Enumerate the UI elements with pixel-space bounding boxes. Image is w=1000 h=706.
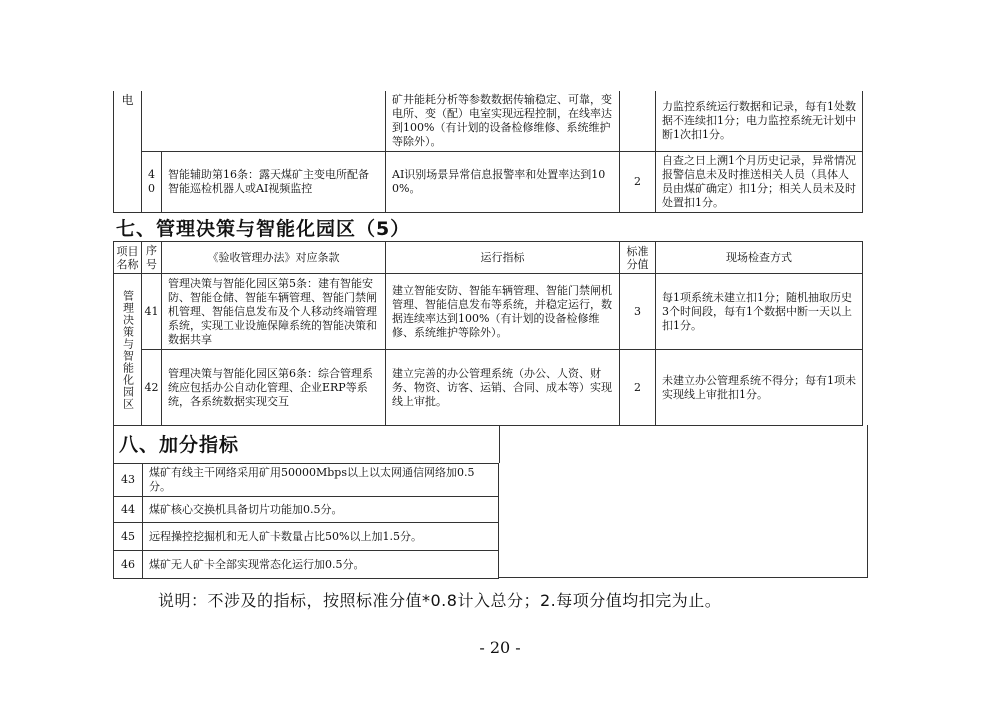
page-number: - 20 - [479,638,521,657]
bonus-text: 煤矿无人矿卡全部实现常态化运行加0.5分。 [143,551,499,579]
check-cell: 力监控系统运行数据和记录，每有1处数据不连续扣1分；电力监控系统无计划中断1次扣1分。 [656,91,863,152]
table-row [114,91,863,152]
row-number: 42 [142,350,162,426]
header-num: 序号 [142,242,162,274]
section7-table [113,241,863,426]
score-cell: 2 [620,152,656,213]
continuation-table [113,91,863,213]
check-cell: 自查之日上溯1个月历史记录，异常情况报警信息未及时推送相关人员（具体人员由煤矿确定）扣1分；相关人员未及时处置扣1分。 [656,152,863,213]
clause-cell: 管理决策与智能化园区第6条：综合管理系统应包括办公自动化管理、企业ERP等系统，各系统数据实现交互 [162,350,386,426]
header-category: 项目名称 [114,242,142,274]
score-cell: 2 [620,350,656,426]
bonus-text: 煤矿有线主干网络采用矿用50000Mbps以上以太网通信网络加0.5分。 [143,464,499,497]
header-indicator: 运行指标 [386,242,620,274]
table-row [114,497,499,523]
table-row [114,523,499,551]
row-number: 43 [114,464,143,497]
table-header-row [114,242,863,274]
header-clause: 《验收管理办法》对应条款 [162,242,386,274]
empty-cell [142,91,386,152]
table-row [114,274,863,350]
bonus-text: 远程操控挖掘机和无人矿卡数量占比50%以上加1.5分。 [143,523,499,551]
empty-region [498,425,868,578]
bonus-text: 煤矿核心交换机具备切片功能加0.5分。 [143,497,499,523]
bonus-table [113,463,499,579]
check-cell: 每1项系统未建立扣1分；随机抽取历史3个时间段，每有1个数据中断一天以上扣1分。 [656,274,863,350]
category-cell: 管理决策与智能化园区 [114,274,142,426]
table-row [114,152,863,213]
table-row [114,350,863,426]
score-cell: 3 [620,274,656,350]
table-row [114,551,499,579]
header-check: 现场检查方式 [656,242,863,274]
indicator-cell: 建立智能安防、智能车辆管理、智能门禁闸机管理、智能信息发布等系统，并稳定运行，数据连续率达到100%（有计划的设备检修维修、系统维护等除外）。 [386,274,620,350]
row-number: 41 [142,274,162,350]
table-row [114,464,499,497]
row-number: 44 [114,497,143,523]
indicator-cell: 建立完善的办公管理系统（办公、人资、财务、物资、访客、运销、合同、成本等）实现线上审批。 [386,350,620,426]
score-cell [620,91,656,152]
indicator-cell: AI识别场景异常信息报警率和处置率达到100%。 [386,152,620,213]
clause-cell: 智能辅助第16条：露天煤矿主变电所配备智能巡检机器人或AI视频监控 [162,152,386,213]
row-number: 45 [114,523,143,551]
category-cell: 电 [114,91,142,213]
indicator-cell: 矿井能耗分析等参数数据传输稳定、可靠，变电所、变（配）电室实现远程控制，在线率达到100%（有计划的设备检修维修、系统维护等除外）。 [386,91,620,152]
clause-cell: 管理决策与智能化园区第5条：建有智能安防、智能仓储、智能车辆管理、智能门禁闸机管理、智能信息发布及个人移动终端管理系统，实现工业设施保障系统的智能决策和数据共享 [162,274,386,350]
section-heading: 八、加分指标 [119,434,240,456]
row-number: 46 [114,551,143,579]
explanation-note: 说明：不涉及的指标，按照标准分值*0.8计入总分；2.每项分值均扣完为止。 [158,591,722,610]
check-cell: 未建立办公管理系统不得分；每有1项未实现线上审批扣1分。 [656,350,863,426]
section-heading: 七、管理决策与智能化园区（5） [116,218,411,240]
row-number: 40 [142,152,162,213]
header-score: 标准分值 [620,242,656,274]
